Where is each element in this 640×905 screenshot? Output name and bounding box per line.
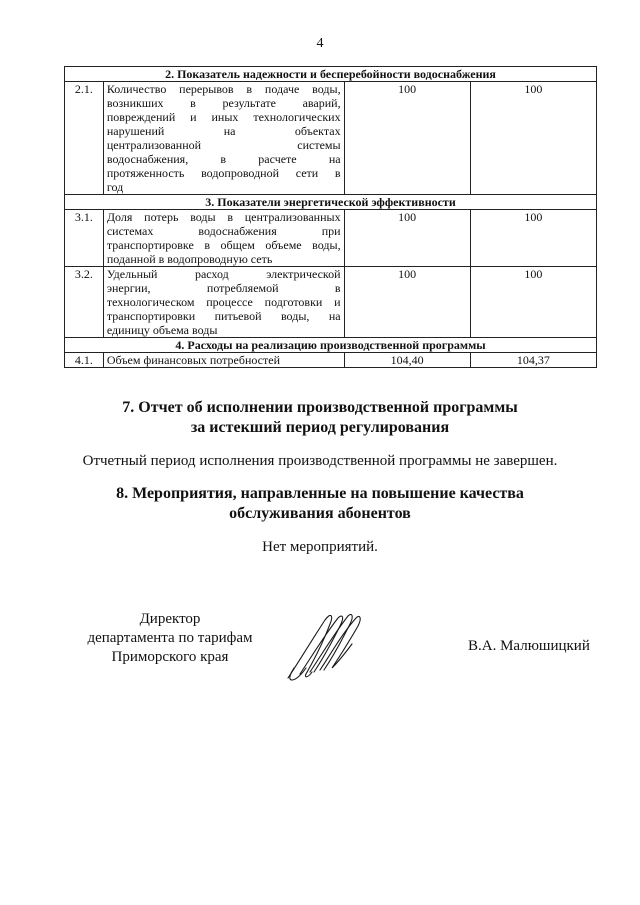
desc-line: Количество перерывов в подаче воды, [106, 82, 341, 96]
table-row [65, 267, 597, 338]
section-2-header-row [65, 67, 597, 82]
desc-line: транспортировке в общем объеме воды, [106, 238, 341, 252]
desc-line: системах водоснабжения при [106, 224, 341, 238]
row-description: Объем финансовых потребностей [103, 353, 344, 368]
section-4-title: 4. Расходы на реализацию производственной программы [65, 338, 597, 353]
row-description [103, 267, 344, 338]
section-7-text: Отчетный период исполнения производственной программы не завершен. [82, 453, 558, 469]
desc-line: технологическом процессе подготовки и [106, 295, 341, 309]
section-8-title-line: 8. Мероприятия, направленные на повышение качества [116, 485, 524, 502]
position-line: Директор [139, 611, 201, 627]
row-number: 4.1. [65, 353, 104, 368]
desc-line: энергии, потребляемой в [106, 281, 341, 295]
desc-line: нарушений на объектах [106, 124, 341, 138]
actual-value: 100 [470, 82, 596, 195]
section-3-header-row [65, 195, 597, 210]
desc-line: единицу объема воды [106, 323, 218, 337]
desc-line: поданной в водопроводную сеть [106, 252, 273, 266]
row-description [103, 210, 344, 267]
desc-line: повреждений и иных технологических [106, 110, 341, 124]
section-8-text: Нет мероприятий. [262, 539, 378, 555]
page-number: 4 [316, 36, 324, 51]
section-7-title-line: за истекший период регулирования [190, 419, 450, 436]
signatory-position [70, 610, 270, 667]
actual-value: 104,37 [470, 353, 596, 368]
indicators-table [64, 66, 597, 368]
section-4-header-row [65, 338, 597, 353]
actual-value: 100 [470, 210, 596, 267]
row-number: 2.1. [65, 82, 104, 195]
row-description [103, 82, 344, 195]
desc-line: водоснабжения, в расчете на [106, 152, 341, 166]
desc-line: Доля потерь воды в централизованных [106, 210, 341, 224]
position-line: Приморского края [111, 649, 229, 665]
section-7-title [0, 398, 640, 438]
desc-line: протяженность водопроводной сети в [106, 166, 341, 180]
table-row [65, 210, 597, 267]
desc-line: транспортировки питьевой воды, на [106, 309, 341, 323]
row-number: 3.1. [65, 210, 104, 267]
row-number: 3.2. [65, 267, 104, 338]
table-row [65, 82, 597, 195]
section-8-title-line: обслуживания абонентов [229, 505, 411, 522]
handwritten-signature [280, 608, 380, 684]
desc-line: год [106, 180, 124, 194]
position-line: департамента по тарифам [87, 630, 253, 646]
desc-line: возникших в результате аварий, [106, 96, 341, 110]
signatory-name: В.А. Малюшицкий [468, 638, 590, 654]
desc-line: Удельный расход электрической [106, 267, 341, 281]
section-8-title [0, 484, 640, 524]
section-2-title: 2. Показатель надежности и бесперебойности водоснабжения [65, 67, 597, 82]
plan-value: 100 [344, 267, 470, 338]
section-3-title: 3. Показатели энергетической эффективности [65, 195, 597, 210]
desc-line: централизованной системы [106, 138, 341, 152]
plan-value: 104,40 [344, 353, 470, 368]
section-7-title-line: 7. Отчет об исполнении производственной программы [122, 399, 518, 416]
actual-value: 100 [470, 267, 596, 338]
plan-value: 100 [344, 210, 470, 267]
table-row [65, 353, 597, 368]
plan-value: 100 [344, 82, 470, 195]
